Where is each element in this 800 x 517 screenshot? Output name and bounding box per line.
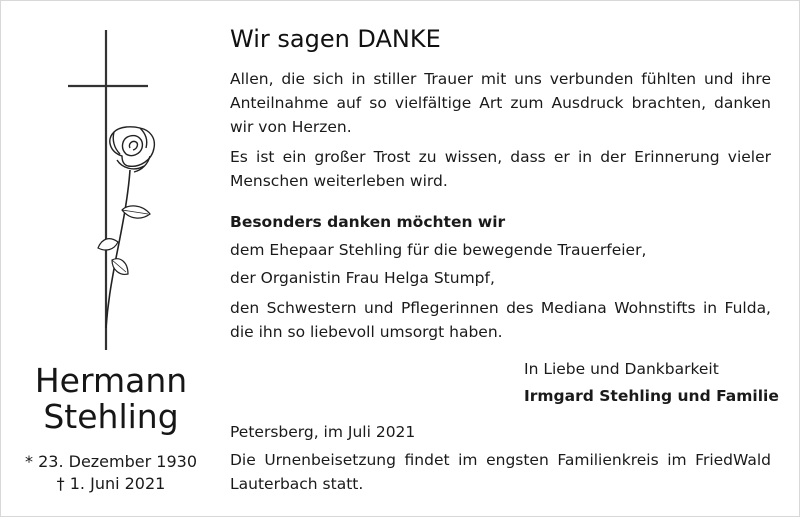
deceased-last-name: Stehling: [43, 397, 179, 436]
deceased-first-name: Hermann: [34, 361, 188, 400]
special-thanks-heading: Besonders danken möchten wir: [230, 213, 506, 231]
signoff-closing: In Liebe und Dankbarkeit: [524, 360, 719, 378]
signoff-names: Irmgard Stehling und Familie: [524, 387, 779, 405]
thanks-line: dem Ehepaar Stehling für die bewegende Trauerfeier,: [230, 241, 647, 259]
thanks-paragraph: Allen, die sich in stiller Trauer mit uns verbunden fühlten und ihre Anteilnahme auf so vielfältige Art zum Ausdruck brachten, danken wir von Herzen.: [230, 70, 771, 136]
death-date: † 1. Juni 2021: [56, 474, 166, 493]
place-and-date: Petersberg, im Juli 2021: [230, 423, 416, 441]
thanks-line: den Schwestern und Pflegerinnen des Mediana Wohnstifts in Fulda, die ihn so liebevoll umsorgt haben.: [230, 299, 771, 341]
birth-date: * 23. Dezember 1930: [25, 452, 197, 471]
page-title: Wir sagen DANKE: [230, 25, 441, 53]
burial-notice: Die Urnenbeisetzung findet im engsten Familienkreis im FriedWald Lauterbach statt.: [230, 451, 771, 493]
cross-with-rose-icon: [62, 28, 172, 352]
comfort-paragraph: Es ist ein großer Trost zu wissen, dass er in der Erinnerung vieler Menschen weiterleben wird.: [230, 148, 771, 190]
memorial-column: [0, 0, 222, 517]
thanks-line: der Organistin Frau Helga Stumpf,: [230, 269, 495, 287]
